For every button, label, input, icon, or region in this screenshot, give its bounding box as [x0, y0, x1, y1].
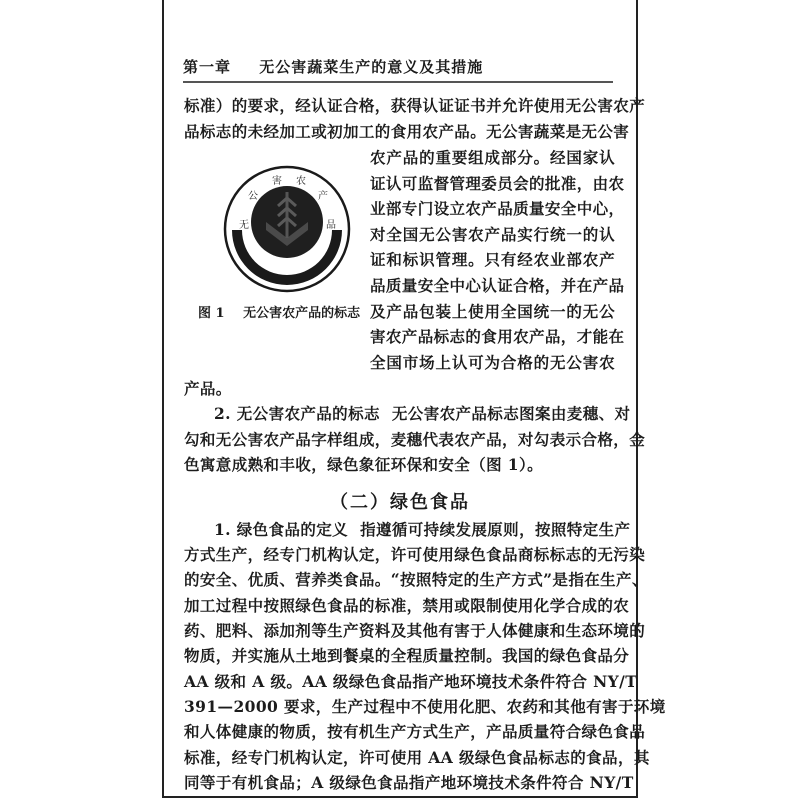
text-line: 色寓意成熟和丰收，绿色象征环保和安全（图 1）。: [184, 455, 544, 474]
svg-text:害: 害: [272, 176, 282, 187]
text-line: 对全国无公害农产品实行统一的认: [370, 225, 615, 244]
wheat-check-logo-icon: [222, 164, 352, 294]
chapter-label: 第一章: [183, 58, 232, 76]
text-line: 及产品包装上使用全国统一的无公: [370, 302, 615, 321]
text-line: 标准，经专门机构认定，许可使用 AA 级绿色食品标志的食品，其: [184, 748, 650, 767]
text-line: 同等于有机食品；A 级绿色食品指产地环境技术条件符合 NY/T: [184, 773, 634, 792]
figure-caption: [198, 302, 360, 321]
running-head: [183, 56, 613, 77]
text-line: 和人体健康的物质，按有机生产方式生产，产品质量符合绿色食品: [184, 722, 646, 741]
text-line: 害农产品标志的食用农产品，才能在: [370, 327, 625, 346]
text-line: 物质，并实施从土地到餐桌的全程质量控制。我国的绿色食品分: [184, 646, 630, 665]
svg-text:无: 无: [239, 220, 249, 231]
figure-number: 图 1: [198, 306, 225, 321]
text-line: 标准）的要求，经认证合格，获得认证证书并允许使用无公害农产: [184, 96, 646, 115]
paragraph-heading: 1. 绿色食品的定义: [214, 520, 349, 539]
text-line: 证认可监督管理委员会的批准，由农: [370, 174, 625, 193]
text-span: 指遵循可持续发展原则，按照特定生产: [360, 520, 631, 539]
text-line: 品标志的未经加工或初加工的食用农产品。无公害蔬菜是无公害: [184, 122, 630, 141]
text-line: 方式生产，经专门机构认定，许可使用绿色食品商标标志的无污染: [184, 545, 646, 564]
text-line: 药、肥料、添加剂等生产资料及其他有害于人体健康和生态环境的: [184, 621, 646, 640]
text-line: 农产品的重要组成部分。经国家认: [370, 148, 615, 167]
text-line: 品质量安全中心认证合格，并在产品: [370, 276, 625, 295]
text-line: 全国市场上认可为合格的无公害农: [370, 353, 615, 372]
figure-caption-text: 无公害农产品的标志: [243, 306, 361, 321]
paragraph-heading-line: [184, 404, 631, 424]
paragraph-heading: 2. 无公害农产品的标志: [214, 404, 380, 423]
text-span: 无公害农产品标志图案由麦穗、对: [391, 404, 631, 423]
text-line: 的安全、优质、营养类食品。“按照特定的生产方式”是指在生产、: [184, 570, 648, 589]
text-line: 391—2000 要求，生产过程中不使用化肥、农药和其他有害于环境: [184, 697, 666, 716]
text-line: 加工过程中按照绿色食品的标准，禁用或限制使用化学合成的农: [184, 596, 630, 615]
no-pollution-product-logo: [222, 164, 352, 294]
section-title: （二）绿色食品: [330, 492, 470, 513]
header-rule: [183, 81, 613, 83]
text-line: AA 级和 A 级。AA 级绿色食品指产地环境技术条件符合 NY/T: [184, 672, 638, 691]
text-line: 产品。: [184, 379, 232, 398]
svg-text:产: 产: [318, 191, 328, 202]
svg-text:农: 农: [296, 176, 306, 187]
text-line: 证和标识管理。只有经农业部农产: [370, 250, 615, 269]
svg-text:品: 品: [326, 220, 336, 231]
svg-text:公: 公: [248, 191, 258, 202]
paragraph-heading-line: [184, 520, 631, 540]
chapter-title: 无公害蔬菜生产的意义及其措施: [259, 58, 484, 76]
text-line: 业部专门设立农产品质量安全中心，: [370, 199, 625, 218]
text-line: 勾和无公害农产品字样组成，麦穗代表农产品，对勾表示合格，金: [184, 430, 646, 449]
